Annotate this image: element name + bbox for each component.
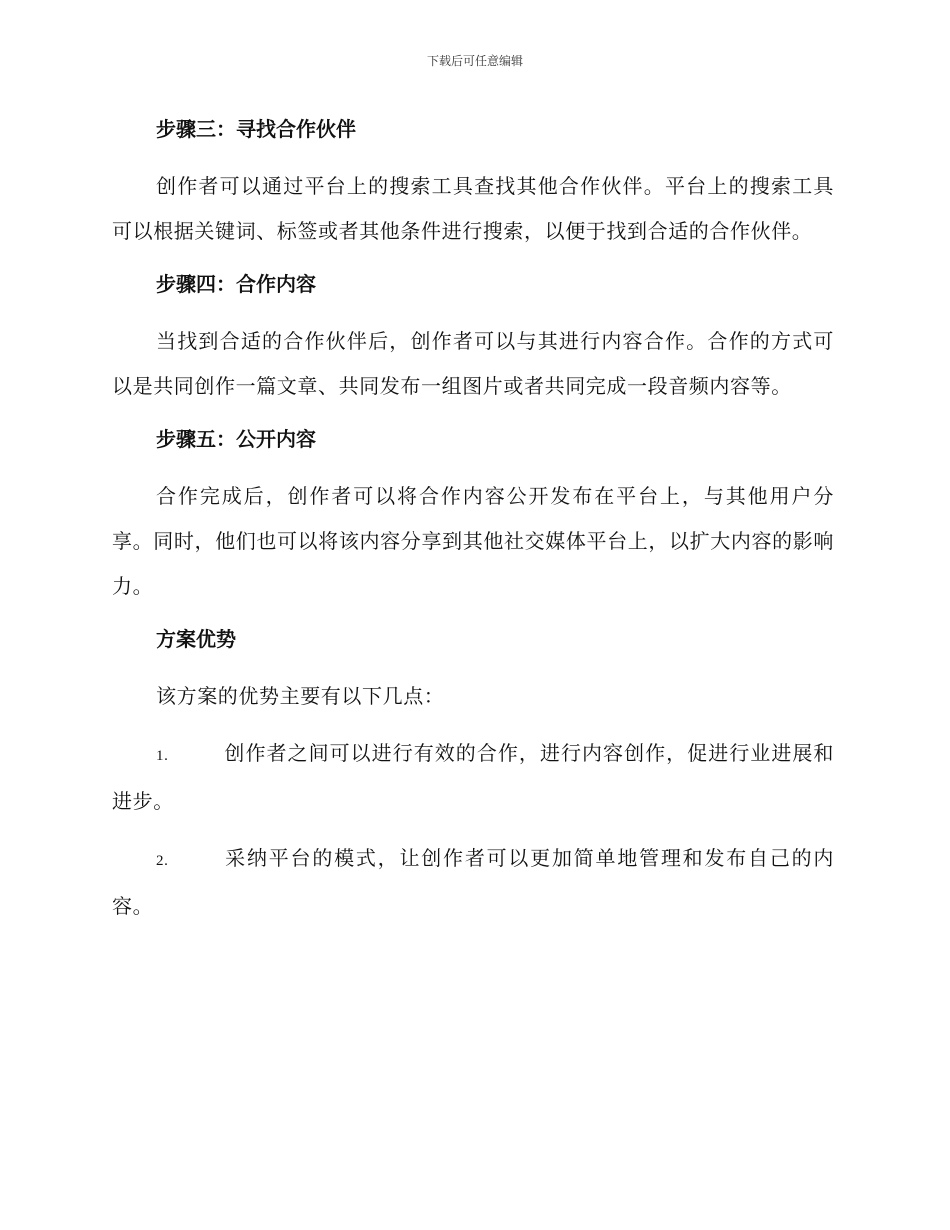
- list-number: 2.: [156, 853, 169, 869]
- list-item-text: 采纳平台的模式，让创作者可以更加简单地管理和发布自己的内容。: [112, 846, 834, 918]
- section-heading-step-3: 步骤三：寻找合作伙伴: [156, 117, 356, 141]
- list-number: 1.: [156, 748, 169, 764]
- section-heading-step-4: 步骤四：合作内容: [156, 272, 316, 296]
- advantages-heading: 方案优势: [156, 627, 236, 651]
- section-body-step-4: 当找到合适的合作伙伴后，创作者可以与其进行内容合作。合作的方式可以是共同创作一篇文章、共同发布一组图片或者共同完成一段音频内容等。: [112, 329, 834, 398]
- advantage-item-1: [112, 731, 834, 824]
- section-body-step-5: 合作完成后，创作者可以将合作内容公开发布在平台上，与其他用户分享。同时，他们也可以将该内容分享到其他社交媒体平台上，以扩大内容的影响力。: [112, 484, 834, 598]
- advantage-item-2: [112, 836, 834, 929]
- list-item-text: 创作者之间可以进行有效的合作，进行内容创作，促进行业进展和进步。: [112, 741, 834, 813]
- document-body: [112, 112, 834, 929]
- section-body-step-3: 创作者可以通过平台上的搜索工具查找其他合作伙伴。平台上的搜索工具可以根据关键词、标签或者其他条件进行搜索，以便于找到合适的合作伙伴。: [112, 174, 834, 243]
- advantages-intro: 该方案的优势主要有以下几点：: [156, 684, 445, 708]
- section-heading-step-5: 步骤五：公开内容: [156, 427, 316, 451]
- page-header-note: 下载后可任意编辑: [426, 54, 523, 68]
